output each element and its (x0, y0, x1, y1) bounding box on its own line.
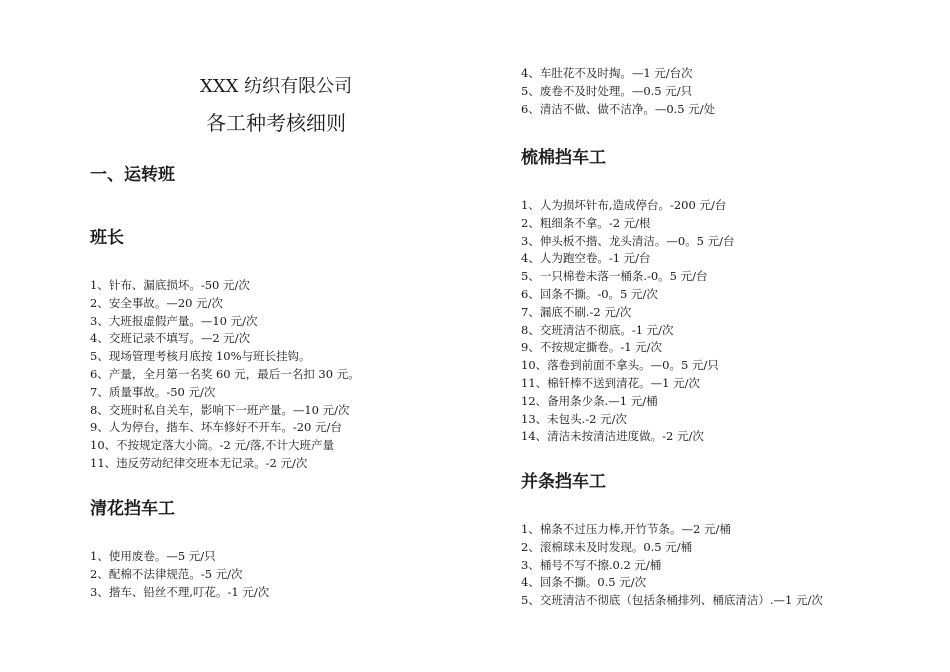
list-item: 9、不按规定撕卷。-1 元/次 (521, 340, 663, 355)
drawing-operator-rules (521, 521, 823, 610)
list-item: 5、废卷不及时处理。—0.5 元/只 (521, 83, 693, 98)
list-item: 2、配棉不法律规范。-5 元/次 (90, 566, 243, 581)
list-item: 1、使用废卷。—5 元/只 (90, 549, 216, 563)
list-item: 7、质量事故。-50 元/次 (90, 384, 216, 399)
list-item: 8、交班清洁不彻底。-1 元/次 (521, 322, 674, 337)
heading-drawing-operator: 并条挡车工 (521, 472, 606, 492)
list-item: 2、粗细条不拿。-2 元/根 (521, 215, 651, 230)
document-title: 各工种考核细则 (206, 111, 346, 135)
heading-carding-operator: 梳棉挡车工 (521, 148, 606, 168)
list-item: 3、伸头板不揩、龙头清洁。—0。5 元/台 (521, 233, 735, 248)
list-item: 1、人为损坏针布,造成停台。-200 元/台 (521, 198, 727, 212)
list-item: 2、安全事故。—20 元/次 (90, 295, 223, 310)
list-item: 7、漏底不刷.-2 元/次 (521, 304, 632, 319)
list-item: 14、清洁未按清洁进度做。-2 元/次 (521, 429, 704, 444)
list-item: 4、人为跑空卷。-1 元/台 (521, 251, 651, 266)
list-item: 1、棉条不过压力棒,开竹节条。—2 元/桶 (521, 522, 731, 536)
section-heading-operations: 一、运转班 (90, 165, 175, 185)
list-item: 5、交班清洁不彻底（包括条桶排列、桶底清洁）.—1 元/次 (521, 593, 823, 608)
list-item: 11、违反劳动纪律交班本无记录。-2 元/次 (90, 455, 308, 470)
blowing-operator-rules-continued (521, 65, 715, 118)
list-item: 6、回条不撕。-0。5 元/次 (521, 286, 658, 301)
list-item: 4、车肚花不及时掏。—1 元/台次 (521, 66, 693, 80)
list-item: 3、揩车、铅丝不理,叮花。-1 元/次 (90, 584, 270, 599)
list-item: 4、回条不撕。0.5 元/次 (521, 575, 647, 590)
list-item: 8、交班时私自关车，影响下一班产量。—10 元/次 (90, 402, 350, 417)
list-item: 3、大班报虚假产量。—10 元/次 (90, 313, 258, 328)
company-name: XXX 纺织有限公司 (200, 76, 353, 97)
list-item: 6、清洁不做、做不洁净。—0.5 元/处 (521, 101, 716, 116)
team-leader-rules (90, 277, 360, 473)
list-item: 12、备用条少条.—1 元/桶 (521, 393, 658, 408)
blowing-operator-rules (90, 548, 269, 601)
heading-team-leader: 班长 (90, 228, 124, 248)
heading-blowing-operator: 清花挡车工 (90, 499, 175, 519)
list-item: 5、一只棉卷未落一桶条.-0。5 元/台 (521, 269, 708, 284)
list-item: 4、交班记录不填写。—2 元/次 (90, 331, 251, 346)
list-item: 1、针布、漏底损坏。-50 元/次 (90, 278, 250, 292)
list-item: 13、未包头.-2 元/次 (521, 411, 628, 426)
list-item: 2、滚棉球未及时发现。0.5 元/桶 (521, 539, 693, 554)
carding-operator-rules (521, 197, 734, 446)
list-item: 5、现场管理考核月底按 10%与班长挂钩。 (90, 349, 311, 364)
list-item: 10、不按规定落大小筒。-2 元/落,不计大班产量 (90, 438, 335, 453)
list-item: 11、棉钎棒不送到清花。—1 元/次 (521, 375, 700, 390)
list-item: 9、人为停台，揩车、坏车修好不开车。-20 元/台 (90, 420, 342, 435)
list-item: 3、桶号不写不擦.0.2 元/桶 (521, 557, 662, 572)
list-item: 10、落卷到前面不拿头。—0。5 元/只 (521, 358, 719, 373)
list-item: 6、产量，全月第一名奖 60 元，最后一名扣 30 元。 (90, 366, 360, 381)
